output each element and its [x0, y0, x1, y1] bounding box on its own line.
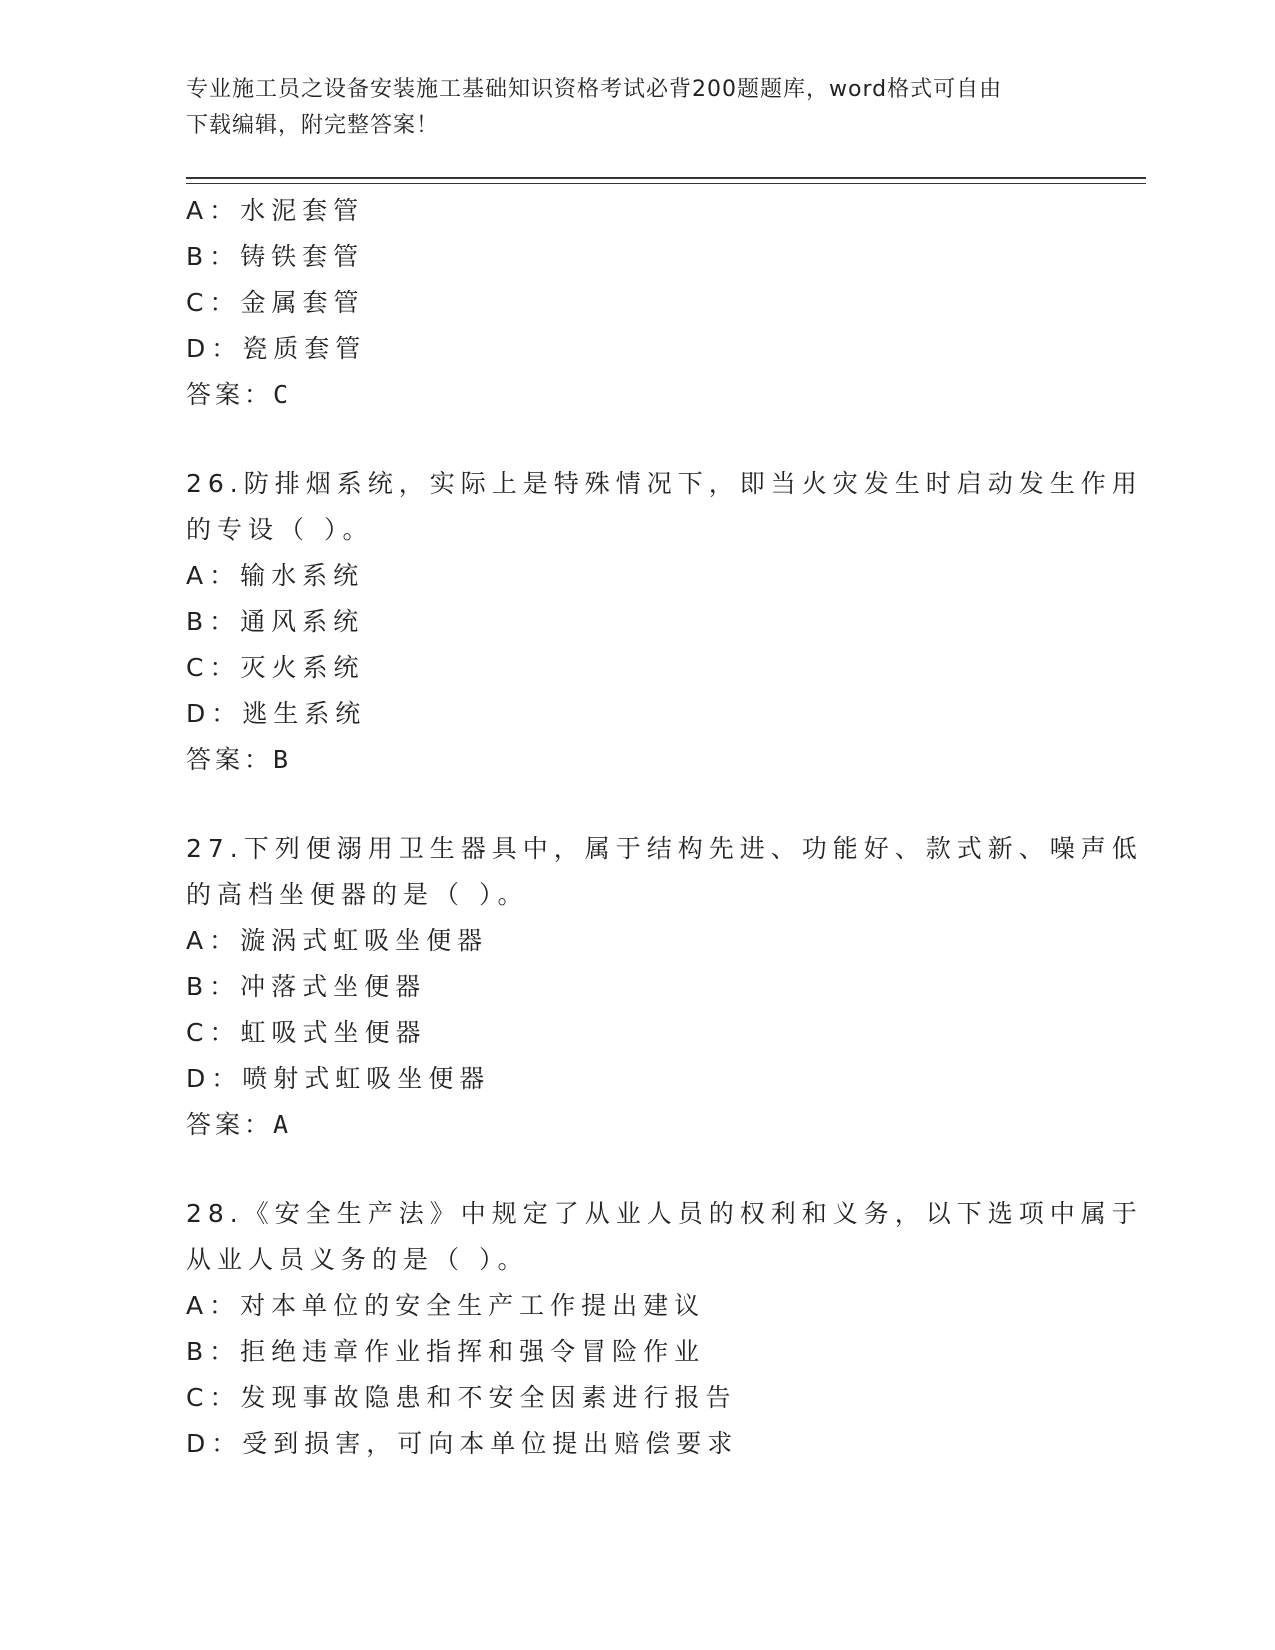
question-content: [186, 188, 1143, 1467]
option-d: D：受到损害，可向本单位提出赔偿要求: [186, 1429, 739, 1458]
option-b: B：冲落式坐便器: [186, 972, 427, 1001]
option-a: A：漩涡式虹吸坐便器: [186, 926, 489, 955]
header-line-1: 专业施工员之设备安装施工基础知识资格考试必背200题题库，word格式可自由: [186, 77, 1003, 102]
option-d: D：逃生系统: [186, 699, 367, 728]
option-b: B：铸铁套管: [186, 242, 365, 271]
option-d: D：瓷质套管: [186, 334, 367, 363]
question-stem: 27.下列便溺用卫生器具中，属于结构先进、功能好、款式新、噪声低: [186, 834, 1143, 863]
question-27: [186, 826, 1143, 1148]
question-28: [186, 1191, 1143, 1467]
page-header: [186, 72, 1066, 144]
question-stem-cont: 的专设（ ）。: [186, 515, 374, 544]
header-divider: [186, 177, 1146, 179]
option-b: B：拒绝违章作业指挥和强令冒险作业: [186, 1337, 706, 1366]
option-d: D：喷射式虹吸坐便器: [186, 1064, 491, 1093]
question-stem-cont: 的高档坐便器的是（ ）。: [186, 880, 529, 909]
question-stem-cont: 从业人员义务的是（ ）。: [186, 1245, 529, 1274]
option-c: C：发现事故隐患和不安全因素进行报告: [186, 1383, 737, 1412]
option-c: C：灭火系统: [186, 653, 365, 682]
answer: 答案：A: [186, 1110, 293, 1139]
option-c: C：金属套管: [186, 288, 365, 317]
option-a: A：水泥套管: [186, 196, 365, 225]
header-line-2: 下载编辑，附完整答案！: [186, 113, 440, 138]
question-26: [186, 461, 1143, 783]
question-stem: 28.《安全生产法》中规定了从业人员的权利和义务，以下选项中属于: [186, 1199, 1143, 1228]
option-c: C：虹吸式坐便器: [186, 1018, 427, 1047]
answer: 答案：C: [186, 380, 293, 409]
answer: 答案：B: [186, 745, 293, 774]
option-a: A：输水系统: [186, 561, 365, 590]
option-a: A：对本单位的安全生产工作提出建议: [186, 1291, 706, 1320]
header-divider-thin: [186, 183, 1146, 184]
question-stem: 26.防排烟系统，实际上是特殊情况下，即当火灾发生时启动发生作用: [186, 469, 1143, 498]
question-25: [186, 188, 1086, 418]
option-b: B：通风系统: [186, 607, 365, 636]
